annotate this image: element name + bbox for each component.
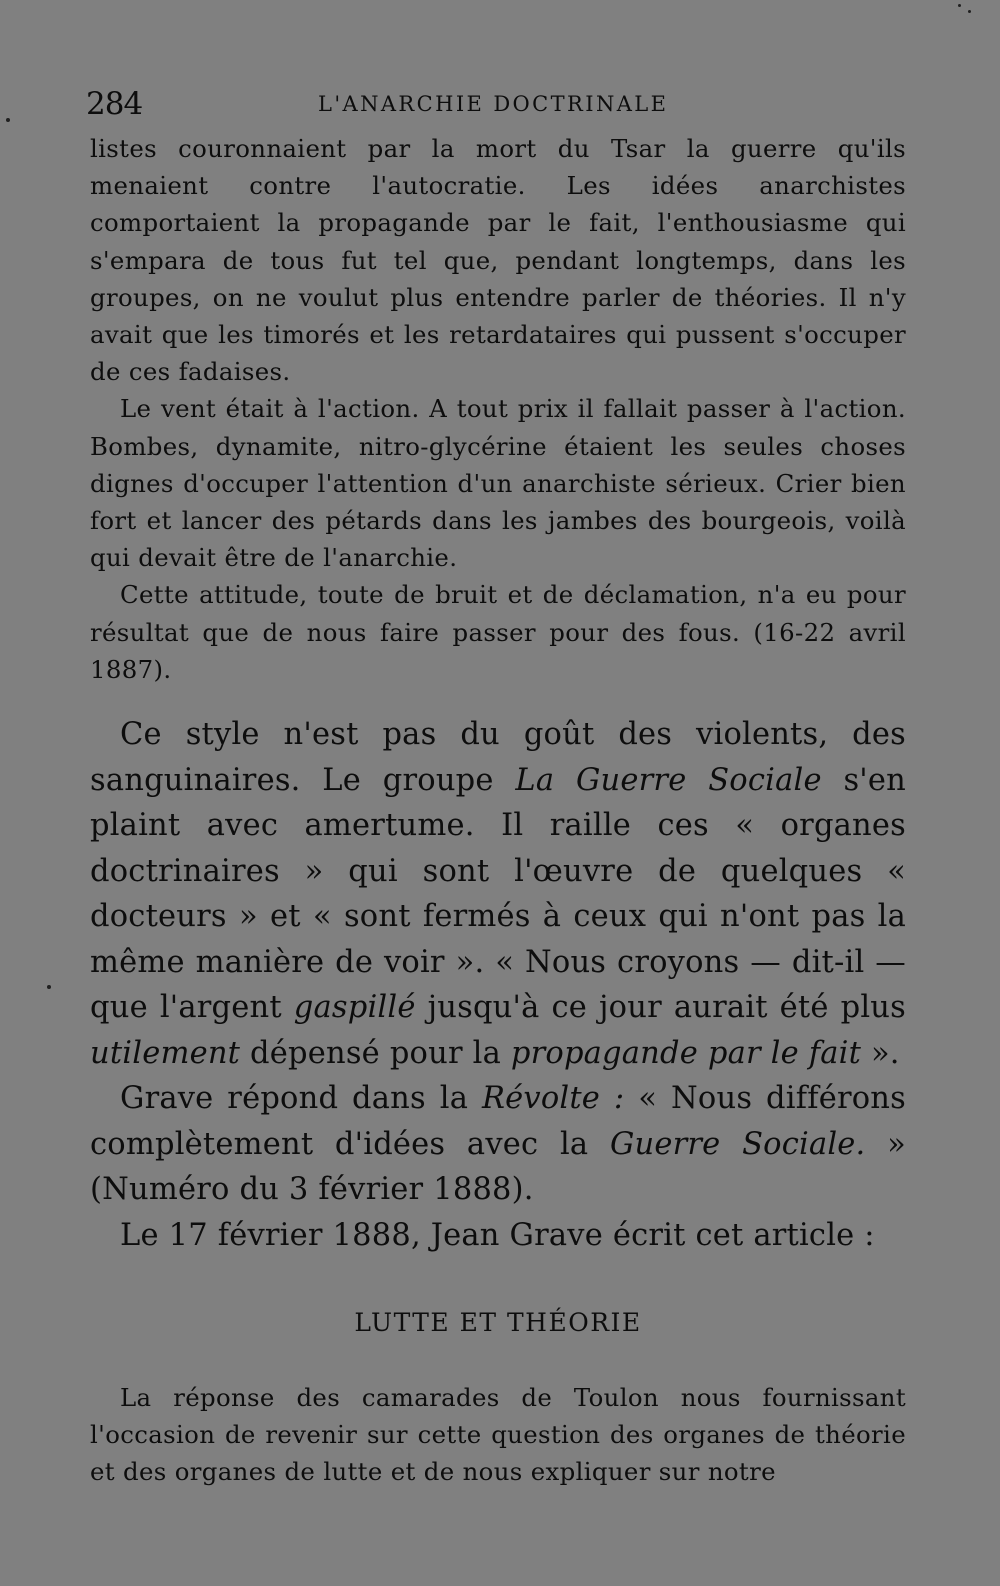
paragraph-4-italic-propagande: propagande par le fait (510, 1035, 862, 1071)
book-page (86, 78, 906, 1491)
paragraph-4-text-1: Ce style n'est pas du goût des violents, des sanguinaires. Le groupe (90, 717, 906, 798)
paragraph-4-italic-gaspille: gaspillé (293, 990, 416, 1026)
paragraph-4-italic-guerre-sociale: La Guerre Sociale (515, 762, 822, 798)
paragraph-2: Le vent était à l'action. A tout prix il fallait passer à l'action. Bombes, dynamite, nitro-glycérine étaient les seules choses dignes d'occuper l'attention d'un anarchiste sérieux. Crier bien fort et lancer des pétards dans les jambes des bourgeois, voilà qui devait être de l'anarchie. (90, 394, 906, 573)
paragraph-1: listes couronnaient par la mort du Tsar la guerre qu'ils menaient contre l'autocratie. Les idées anarchistes comportaient la propagande par le fait, l'enthousiasme qui s'empara de tous fut tel que, pendant longtemps, dans les groupes, on ne voulut plus entendre parler de théories. Il n'y avait que les timorés et les retardataires qui pussent s'occuper de ces fadaises. (90, 134, 906, 387)
running-title: L'ANARCHIE DOCTRINALE (318, 92, 669, 116)
section-title: LUTTE ET THÉORIE (354, 1308, 642, 1338)
paragraph-5-italic-revolte: Révolte : (481, 1081, 625, 1117)
paragraph-4-italic-utilement: utilement (90, 1035, 241, 1071)
paragraph-4-text-4: dépensé pour la (240, 1035, 511, 1071)
paragraph-3: Cette attitude, toute de bruit et de déclamation, n'a eu pour résultat que de nous faire passer pour des fous. (16-22 avril 1887). (90, 580, 906, 684)
page-header (86, 78, 906, 130)
page-number: 284 (86, 86, 143, 122)
paragraph-6: Le 17 février 1888, Jean Grave écrit cet article : (120, 1217, 875, 1253)
paragraph-5-text-3: » (Numéro du 3 février 1888). (90, 1126, 906, 1208)
paragraph-4-text-2: s'en plaint avec amertume. Il raille ces « organes doctrinaires » qui sont l'œuvre de quelques « docteurs » et « sont fermés à ceux qui n'ont pas la même manière de voir ». « Nous croyons — dit-il — que l'argent (90, 762, 906, 1026)
paragraph-4-text-3: jusqu'à ce jour aurait été plus (415, 990, 906, 1026)
paragraph-4 (90, 712, 906, 1076)
paragraph-4-text-5: ». (861, 1035, 900, 1071)
paragraph-7: La réponse des camarades de Toulon nous fournissant l'occasion de revenir sur cette question des organes de théorie et des organes de lutte et de nous expliquer sur notre (90, 1383, 906, 1487)
paragraph-5-text-2: « Nous différons complètement d'idées avec la (90, 1081, 906, 1162)
paragraph-5 (90, 1076, 906, 1213)
paragraph-5-text-1: Grave répond dans la (120, 1081, 482, 1117)
paragraph-5-italic-guerre-sociale: Guerre Sociale. (609, 1126, 866, 1162)
